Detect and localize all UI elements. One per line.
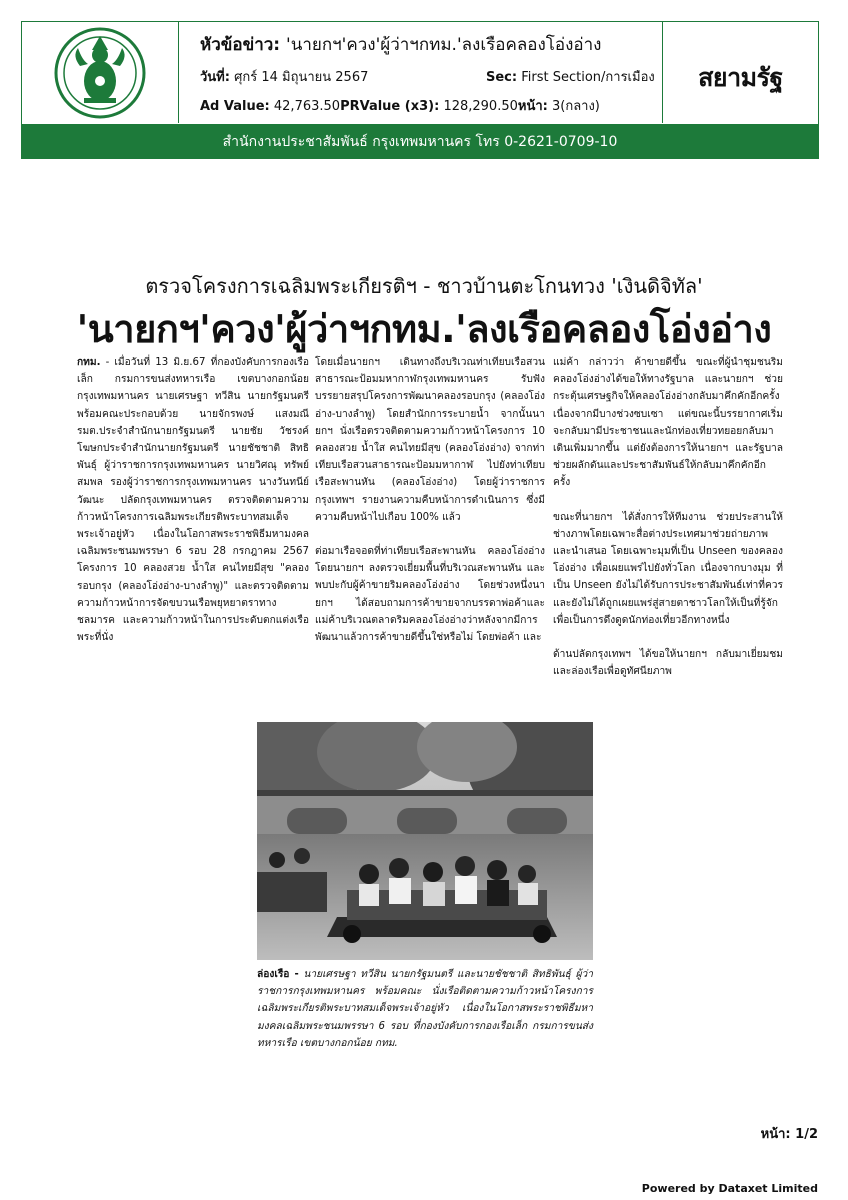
page-number-label: หน้า: bbox=[760, 1127, 791, 1142]
col3-paragraph-3: ด้านปลัดกรุงเทพฯ ได้ขอให้นายกฯ กลับมาเยี่ยมชมและล่องเรือเพื่อดูทัศนียภาพ bbox=[553, 649, 783, 678]
powered-by: Powered by Dataxet Limited bbox=[641, 1182, 818, 1195]
clip-values bbox=[200, 95, 600, 116]
article-column-1 bbox=[77, 354, 309, 646]
article-column-2 bbox=[315, 354, 545, 646]
brand-cell bbox=[663, 22, 818, 123]
headline-label: หัวข้อข่าว: bbox=[200, 35, 281, 55]
page-label: หน้า: bbox=[517, 99, 548, 114]
col2-paragraph-1: โดยเมื่อนายกฯ เดินทางถึงบริเวณท่าเทียบเรือสวนสาธารณะป้อมมหากาฬกรุงเทพมหานคร รับฟังบรรยายสรุปโครงการพัฒนาคลองรอบกรุง (คลองโอ่งอ่าง-บางลำพู) โดยสำนักการระบายน้ำ จากนั้นนายกฯ นั่งเรือตรวจติดตามความก้าวหน้าโครงการ 10 คลองสวย น้ำใส คนไทยมีสุข (คลองโอ่งอ่าง) จากท่าเทียบเรือสวนสาธารณะป้อมมหากาฬ ไปยังท่าเทียบเรือสะพานหัน (คลองโอ่งอ่าง) โดยผู้ว่าราชการกรุงเทพฯ รายงานความคืบหน้าการดำเนินการ ซึ่งมีความคืบหน้าไปเกือบ 100% แล้ว bbox=[315, 357, 545, 523]
dateline: กทม. bbox=[77, 357, 101, 368]
article-headline: 'นายกฯ'ควง'ผู้ว่าฯกทม.'ลงเรือคลองโอ่งอ่าง bbox=[76, 307, 772, 351]
caption-text: นายเศรษฐา ทวีสิน นายกรัฐมนตรี และนายชัชชาติ สิทธิพันธุ์ ผู้ว่าราชการกรุงเทพมหานคร พร้อมคณะ นั่งเรือติดตามความก้าวหน้าโครงการเฉลิมพระเกียรติพระบาทสมเด็จพระเจ้าอยู่หัว เนื่องในโอกาสพระราชพิธีมหามงคลเฉลิมพระชนมพรรษา 6 รอบ ที่กองบังคับการกองเรือเล็ก กรมการขนส่งทหารเรือ เขตบางกอกน้อย กทม. bbox=[257, 969, 593, 1049]
headline-value: 'นายกฯ'ควง'ผู้ว่าฯกทม.'ลงเรือคลองโอ่งอ่าง bbox=[286, 35, 602, 55]
office-contact-bar: สำนักงานประชาสัมพันธ์ กรุงเทพมหานคร โทร 0-2621-0709-10 bbox=[21, 125, 819, 159]
publication-name: สยามรัฐ bbox=[698, 63, 783, 92]
clipping-header bbox=[21, 21, 819, 125]
info-cell bbox=[178, 22, 663, 123]
caption-label: ล่องเรือ - bbox=[257, 969, 299, 980]
section-label: Sec: bbox=[486, 70, 518, 85]
date-value: ศุกร์ 14 มิถุนายน 2567 bbox=[234, 70, 369, 85]
pr-value: 128,290.50 bbox=[443, 99, 518, 114]
page-value: 3(กลาง) bbox=[551, 99, 600, 114]
col2-paragraph-2: ต่อมาเรือจอดที่ท่าเทียบเรือสะพานหัน คลองโอ่งอ่าง โดยนายกฯ ลงตรวจเยี่ยมพื้นที่บริเวณสะพานหัน และพบปะกับผู้ค้าขายริมคลองโอ่งอ่าง โดยช่วงหนึ่งนายกฯ ได้สอบถามการค้าขายจากบรรดาพ่อค้าและแม่ค้าบริเวณตลาดริมคลองโอ่งอ่างว่าหลังจากมีการพัฒนาแล้วการค้าขายดีขึ้นใช่หรือไม่ โดยพ่อค้า และ bbox=[315, 546, 545, 644]
ad-value-label: Ad Value: bbox=[200, 99, 270, 114]
col3-paragraph-2: ขณะที่นายกฯ ได้สั่งการให้ทีมงาน ช่วยประสานให้ช่างภาพโดยเฉพาะสื่อต่างประเทศมาช่วยถ่ายภาพและนำเสนอ โดยเฉพาะมุมที่เป็น Unseen ของคลองโอ่งอ่าง เพื่อเผยแพร่ไปยังทั่วโลก เนื่องจากบางมุม ที่เป็น Unseen ยังไม่ได้รับการประชาสัมพันธ์เท่าที่ควรและยังไม่ได้ถูกเผยแพร่สู่สายตาชาวโลกให้เป็นที่รู้จักเพื่อเป็นการดึงดูดนักท่องเที่ยวอีกทางหนึ่ง bbox=[553, 511, 783, 626]
ad-value: 42,763.50 bbox=[273, 99, 341, 114]
logo-cell bbox=[22, 22, 179, 123]
news-photo bbox=[257, 722, 593, 960]
photo-caption bbox=[257, 966, 593, 1052]
date-label: วันที่: bbox=[200, 70, 230, 85]
page-number bbox=[761, 1123, 818, 1144]
clip-date bbox=[200, 66, 368, 87]
pr-value-label: PRValue (x3): bbox=[340, 99, 440, 114]
bma-seal-icon bbox=[52, 26, 148, 120]
clip-section bbox=[486, 66, 655, 87]
section-value: First Section/การเมือง bbox=[521, 70, 655, 85]
clip-headline bbox=[200, 31, 602, 58]
col1-text: - เมื่อวันที่ 13 มิ.ย.67 ที่กองบังคับการกองเรือเล็ก กรมการขนส่งทหารเรือ เขตบางกอกน้อย กรุงเทพมหานคร นายเศรษฐา ทวีสิน นายกรัฐมนตรี พร้อมคณะประกอบด้วย นายจักรพงษ์ แสงมณี รมต.ประจำสำนักนายกรัฐมนตรี นายชัย วัชรงค์ โฆษกประจำสำนักนายกรัฐมนตรี นายชัชชาติ สิทธิพันธุ์ ผู้ว่าราชการกรุงเทพมหานคร นายวิศณุ ทรัพย์สมพล รองผู้ว่าราชการกรุงเทพมหานคร นางวันทนีย์ วัฒนะ ปลัดกรุงเทพมหานคร ตรวจติดตามความก้าวหน้าโครงการเฉลิมพระเกียรติพระบาทสมเด็จพระเจ้าอยู่หัว เนื่องในโอกาสพระราชพิธีมหามงคลเฉลิมพระชนมพรรษา 6 รอบ 28 กรกฎาคม 2567 โครงการ 10 คลองสวย น้ำใส คนไทยมีสุข "คลองรอบกรุง (คลองโอ่งอ่าง-บางลำพู)" และตรวจติดตามความก้าวหน้าการจัดขบวนเรือพยุหยาตราทางชลมารค และความก้าวหน้าในการประดับตกแต่งเรือพระที่นั่ง bbox=[77, 357, 310, 644]
article-subheadline: ตรวจโครงการเฉลิมพระเกียรติฯ - ชาวบ้านตะโกนทวง 'เงินดิจิทัล' bbox=[145, 274, 703, 298]
col3-paragraph-1: แม่ค้า กล่าวว่า ค้าขายดีขึ้น ขณะที่ผู้นำชุมชนริมคลองโอ่งอ่างได้ขอให้ทางรัฐบาล และนายกฯ ช่วยกระตุ้นเศรษฐกิจให้คลองโอ่งอ่างกลับมาคึกคักอีกครั้ง เนื่องจากมีบางช่วงซบเซา แต่ขณะนี้บรรยากาศเริ่มจะกลับมามีประชาชนและนักท่องเที่ยวทยอยกลับมาเดินเพิ่มมากขึ้น แต่ยังต้องการให้นายกฯ และรัฐบาลช่วยผลักดันและประชาสัมพันธ์ให้กลับมาคึกคักอีกครั้ง bbox=[553, 357, 783, 489]
article-column-3 bbox=[553, 354, 783, 680]
page-number-value: 1/2 bbox=[795, 1127, 818, 1142]
